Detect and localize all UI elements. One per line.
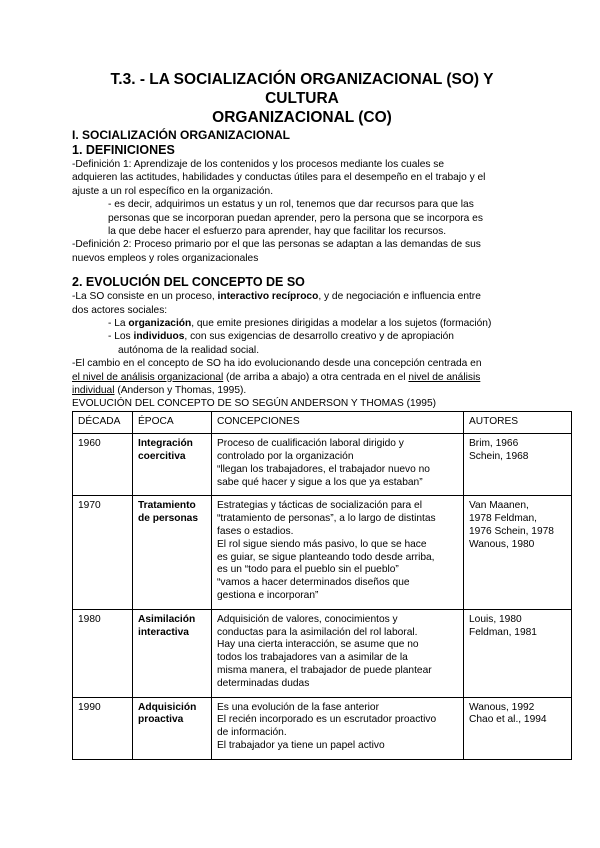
cell-decada: 1980 xyxy=(73,609,133,697)
cell-concepciones: Estrategias y tácticas de socialización para el “tratamiento de personas”, a lo largo de distintas fases o estadios. El rol sigue siendo más pasivo, lo que se hace es guiar, se sigue planteando todo desde arriba, es un “todo para el pueblo sin el pueblo” “vamos a hacer determinados diseños que gestiona e incorporan” xyxy=(212,496,464,609)
cell-autores: Louis, 1980 Feldman, 1981 xyxy=(464,609,572,697)
definition-2: -Definición 2: Proceso primario por el que las personas se adaptan a las demandas de sus nuevos empleos y roles organizacionales xyxy=(72,239,481,264)
document-page xyxy=(72,70,554,760)
document-title: T.3. - LA SOCIALIZACIÓN ORGANIZACIONAL (SO) Y CULTURA ORGANIZACIONAL (CO) xyxy=(110,71,494,126)
cell-decada: 1960 xyxy=(73,434,133,496)
cell-concepciones: Es una evolución de la fase anterior El recién incorporado es un escrutador proactivo de información. El trabajador ya tiene un papel activo xyxy=(212,697,464,759)
cell-autores: Van Maanen, 1978 Feldman, 1976 Schein, 1978 Wanous, 1980 xyxy=(464,496,572,609)
definition-1-note: - es decir, adquirimos un estatus y un rol, tenemos que dar recursos para que las personas que se incorporan puedan aprender, pero la persona que se incorpora es la que debe hacer el esfuerzo para aprender, hay que facilitar los recursos. xyxy=(108,199,483,238)
section-heading: I. SOCIALIZACIÓN ORGANIZACIONAL xyxy=(72,128,290,142)
cell-decada: 1990 xyxy=(73,697,133,759)
cell-concepciones: Proceso de cualificación laboral dirigido y controlado por la organización “llegan los trabajadores, el trabajador nuevo no sabe qué hacer y sigue a los que ya estaban” xyxy=(212,434,464,496)
cell-autores: Brim, 1966 Schein, 1968 xyxy=(464,434,572,496)
header-decada: DÉCADA xyxy=(73,411,133,434)
cell-epoca: Integración coercitiva xyxy=(133,434,212,496)
table-row xyxy=(73,697,572,759)
table-row xyxy=(73,434,572,496)
so-intro: -La SO consiste en un proceso, interactivo recíproco, y de negociación e influencia entre dos actores sociales: xyxy=(72,291,481,316)
evolution-table xyxy=(72,411,572,760)
header-autores: AUTORES xyxy=(464,411,572,434)
table-row xyxy=(73,496,572,609)
bullet-individuos: - Los individuos, con sus exigencias de desarrollo creativo y de apropiación autónoma de la realidad social. xyxy=(108,331,454,356)
definition-1: -Definición 1: Aprendizaje de los contenidos y los procesos mediante los cuales se adquieren las actitudes, habilidades y conductas útiles para el desempeño en el trabajo y el ajuste a un rol específico en la organización. xyxy=(72,159,486,197)
cell-epoca: Asimilación interactiva xyxy=(133,609,212,697)
cell-concepciones: Adquisición de valores, conocimientos y conductas para la asimilación del rol laboral. Hay una cierta interacción, se asume que no todos los trabajadores van a asimilar de la misma manera, el trabajador de puede plantear determinadas dudas xyxy=(212,609,464,697)
header-concepciones: CONCEPCIONES xyxy=(212,411,464,434)
cambio-paragraph: -El cambio en el concepto de SO ha ido evolucionando desde una concepción centrada en el nivel de análisis organizacional (de arriba a abajo) a otra centrada en el nivel de análisis individual (Anderson y Thomas, 1995). xyxy=(72,358,482,397)
bullet-organizacion: - La organización, que emite presiones dirigidas a modelar a los sujetos (formación) xyxy=(108,318,492,330)
table-row xyxy=(73,609,572,697)
table-caption: EVOLUCIÓN DEL CONCEPTO DE SO SEGÚN ANDERSON Y THOMAS (1995) xyxy=(72,397,437,409)
cell-autores: Wanous, 1992 Chao et al., 1994 xyxy=(464,697,572,759)
subsection-heading-evolucion: 2. EVOLUCIÓN DEL CONCEPTO DE SO xyxy=(72,275,305,290)
subsection-heading-definiciones: 1. DEFINICIONES xyxy=(72,143,175,157)
cell-epoca: Adquisición proactiva xyxy=(133,697,212,759)
cell-decada: 1970 xyxy=(73,496,133,609)
header-epoca: ÉPOCA xyxy=(133,411,212,434)
table-header-row xyxy=(73,411,572,434)
cell-epoca: Tratamiento de personas xyxy=(133,496,212,609)
